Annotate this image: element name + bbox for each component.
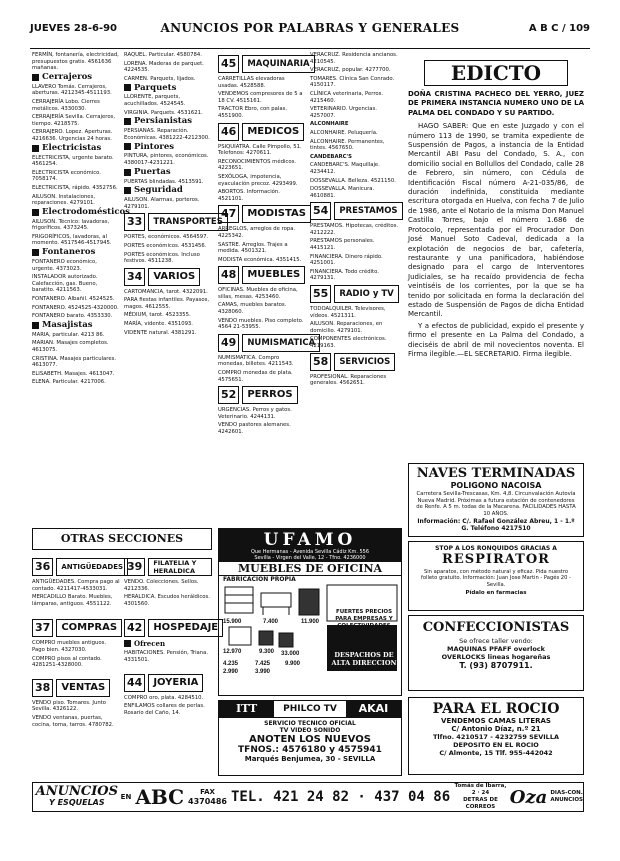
section-box <box>218 266 306 284</box>
ufamo-banner-top <box>219 529 401 562</box>
section-box <box>124 213 223 231</box>
classified-ad: CARTOMANCIA, tarot. 4322091. <box>124 288 208 295</box>
brand-philco: PHILCO TV <box>283 704 337 714</box>
classified-ad: AILUSON. Técnico: lavadoras, frigoríficos. 4373245. <box>32 218 110 232</box>
classified-ad: TODOALQUILER. Televisores, vídeos. 4521311. <box>310 306 386 319</box>
price-label: 7.425 <box>255 661 271 667</box>
classified-ad: VENDEMOS compresores de 5 a 18 CV. 4515161. <box>218 91 303 104</box>
section-title: VARIOS <box>148 268 200 286</box>
classified-ad: AILUSON. Reparaciones, en domicilio. 4279101. <box>310 321 383 334</box>
column-3 <box>218 52 316 522</box>
section-title: MAQUINARIA <box>242 55 314 73</box>
classified-ad: PORTES económicos. 4531456. <box>124 242 207 249</box>
section-title: FILATELIA Y HERALDICA <box>148 558 212 576</box>
desk-drawing <box>261 593 291 607</box>
classified-ad: ALCONHAIRE <box>310 121 349 128</box>
classified-ad: VERACRUZ. Residencia ancianos. 4210545. <box>310 52 398 65</box>
rocio-line: Tlfno. 4210517 - 4232759 SEVILLA <box>432 733 559 741</box>
header-date: JUEVES 28-6-90 <box>30 23 118 34</box>
classified-ad: AILUSON. Instalaciones, reparaciones. 4279101. <box>32 193 96 207</box>
otras-column-right <box>124 555 219 780</box>
classified-ad: PROFESIONAL. Reparaciones generales. 4562651. <box>310 373 387 387</box>
section-box <box>218 123 306 141</box>
section-header <box>124 187 212 194</box>
section-title: PERROS <box>242 386 297 404</box>
footer-fax-label: FAX <box>200 788 215 796</box>
respirator-brand: RESPIRATOR <box>442 552 550 567</box>
classified-ad: RAQUEL. Particular. 4580784. <box>124 52 202 58</box>
price-label: 15.900 <box>223 619 242 625</box>
naves-info: Información: C/. Rafael González Abreu, 1 - 1.º G. Teléfono 4217510 <box>417 518 575 532</box>
classified-ad: AILUSON. Alarmas, porteros. 4279101. <box>124 197 200 210</box>
rocio-title: PARA EL ROCIO <box>432 701 560 717</box>
price-label: 3.990 <box>255 669 271 675</box>
section-number: 47 <box>218 205 239 223</box>
section-title: RADIO y TV <box>334 285 398 303</box>
confeccionistas-phone: T. (93) 8707911. <box>459 661 533 670</box>
section-title: VENTAS <box>56 679 110 697</box>
price-label: 4.235 <box>223 661 239 667</box>
tv-line: TV VIDEO SONIDO <box>279 727 341 734</box>
classified-ad: ALCONHAIRE. Peluquería. <box>310 129 378 136</box>
section-header <box>124 640 212 647</box>
classified-ad: ELECTRICISTA económico. 7058174. <box>32 169 101 183</box>
section-title: Fontaneros <box>42 247 96 258</box>
rocio-line: VENDEMOS CAMAS LITERAS <box>441 717 551 725</box>
section-number: 46 <box>218 123 239 141</box>
classified-ad: COMPRO oro, plata. 4284510. <box>124 694 204 701</box>
footer-dias <box>550 790 583 804</box>
classified-ad: CERRAJERÍA Lobo. Cierres metálicos. 4330030. <box>32 98 100 112</box>
section-number: 38 <box>32 679 53 697</box>
page-header <box>30 8 590 49</box>
classified-ad: CERRAJERO. Lopez. Aperturas. 4216636. Urgencias 24 horas. <box>32 129 113 142</box>
classified-ad: PARA fiestas infantiles. Payasos, magos. 4612555. <box>124 297 210 310</box>
ufamo-muebles-banner: MUEBLES DE OFICINA <box>219 562 401 576</box>
price-label: 9.300 <box>259 649 275 655</box>
rocio-line: C/ Almonte, 15 Tlf. 955-442042 <box>439 749 553 757</box>
classified-ad: PUERTAS blindadas. 4513591. <box>124 178 204 185</box>
footer-fax-number: 4370486 <box>188 797 227 806</box>
respirator-body: Sin aparatos, con método natural y eficaz. Pida nuestro folleto gratuito. Información: Juan Jose Martin - Pagés 20 - Sevilla. <box>421 569 571 588</box>
respirator-footer: Pídalo en farmacias <box>465 590 527 597</box>
classified-ad: FINANCIERA. Dinero rápido. 4251001. <box>310 253 383 267</box>
section-title: Parquets <box>134 82 177 93</box>
naves-subtitle: POLIGONO NACOISA <box>450 481 542 490</box>
chair-drawing <box>279 633 293 647</box>
classified-ad: PINTURA, pintores, económicos. 4380017-4231221. <box>124 153 209 166</box>
edicto-body: HAGO SABER: Que en este Juzgado y con el número 113 de 1990, se tramita expediente de Suspensión de Pagos, a instancia de la Entidad Mercantil ABI Pasu del Condado, S. A., con domicilio social en Bollullos del Condado, calle 28 de Febrero, sin número, con Cédula de Identificación Fiscal número A-21-035/86, de duración indefinida, constituida mediante escritura otorgada en Huelva, con fecha 7 de Julio de 1986, ante el Notario de la misma Don Manuel Castilla Torres, bajo el número 1.686 de Protocolo, representada por el Procurador Don José Manuel Soto Cadeval, dedicada a la explotación de negocios de bar, cafetería, restaurante y una panificadora, habiéndose designado para el cargo de Interventores Judiciales, se ha recaído providencia de fecha veintiséis de los corrientes, por la que se ha tenido por solicitada en forma la declaración del estado de Suspensión de Pagos de dicha Entidad Mercantil. <box>408 122 584 319</box>
classified-ad: PSIQUIATRA. Calle Pimpollo, 51. Telefonos: 4270611. <box>218 143 302 157</box>
section-number: 37 <box>32 619 53 637</box>
price-label: 11.900 <box>301 619 320 625</box>
footer-fax <box>188 788 227 806</box>
footer-phones: TEL. 421 24 82 · 437 04 86 <box>231 789 451 805</box>
footer-anuncios-text: ANUNCIOS <box>35 784 118 799</box>
confeccionistas-line: OVERLOCKS lineas hogareñas <box>441 653 551 661</box>
edicto-closing: Y a efectos de publicidad, expido el presente y firmo el presente en La Palma del Condado, a dieciséis de abril de mil novecientos noventa. El Firma ilegible.—EL SECRETARIO. Firma ilegible. <box>408 321 584 358</box>
confeccionistas-line: MAQUINAS PFAFF overlock <box>447 645 545 653</box>
section-title: Ofrecen <box>134 638 166 648</box>
footer-banner <box>32 782 584 812</box>
header-page: A B C / 109 <box>528 23 590 34</box>
classified-ad: ALCONHAIRE. Permanentes, tintes. 4567650. <box>310 138 385 152</box>
classified-ad: VENDO muebles. Piso completo. 4564 21-53955. <box>218 317 304 331</box>
section-number: 42 <box>124 619 145 637</box>
naves-ad <box>408 463 584 537</box>
otras-secciones-title: OTRAS SECCIONES <box>32 528 212 550</box>
section-title: Masajistas <box>42 320 93 331</box>
section-box <box>124 268 212 286</box>
section-header <box>32 249 120 256</box>
section-number: 48 <box>218 266 239 284</box>
section-title: PRESTAMOS <box>334 202 402 220</box>
ufamo-entrega: Entrega inmediata <box>338 681 390 687</box>
section-header <box>124 143 212 150</box>
footer-anuncios <box>33 786 121 808</box>
classified-ad: URGENCIAS. Perros y gatos. Veterinario. 4244131. <box>218 407 292 420</box>
section-box <box>310 202 398 220</box>
section-box <box>310 353 398 371</box>
section-number: 33 <box>124 213 145 231</box>
classified-ad: CERRAJERÍA Sevilla. Cerrajeros, tiempo. 4218575. <box>32 114 115 127</box>
price-label: 7.400 <box>263 619 279 625</box>
section-header <box>32 71 120 82</box>
header-title: ANUNCIOS POR PALABRAS Y GENERALES <box>160 21 460 35</box>
confeccionistas-title: CONFECCIONISTAS <box>422 620 570 635</box>
edicto-notice <box>408 60 584 460</box>
classified-ad: PRESTAMOS personales. 4415121. <box>310 238 375 252</box>
ufamo-promo: FUERTES PRECIOS PARA EMPRESAS Y COLECTIVIDADES <box>335 609 393 629</box>
footer-address-line: DETRAS DE CORREOS <box>463 797 498 810</box>
section-title: Seguridad <box>134 185 183 196</box>
ufamo-fab: FABRICACION PROPIA <box>223 576 296 583</box>
section-box <box>310 285 398 303</box>
classified-ad: PORTES, económicos. 4564597. <box>124 234 209 241</box>
ufamo-ad <box>218 528 402 696</box>
chair-drawing <box>299 589 319 615</box>
footer-en: EN <box>120 793 132 801</box>
classified-ad: COMPRO muebles antiguos. Pago bien. 4327030. <box>32 640 107 653</box>
classified-ad: ELECTRICISTA, rápido. 4352756. <box>32 184 118 191</box>
classified-ad: VENDO. Colecciones. Sellos. 4212336. <box>124 579 199 592</box>
edicto-lead: DOÑA CRISTINA PACHECO DEL YERRO, JUEZ DE PRIMERA INSTANCIA NUMERO UNO DE LA PALMA DEL CONDADO Y SU PARTIDO. <box>408 90 584 117</box>
classified-ad: VIDENTE natural. 4381291. <box>124 329 197 336</box>
respirator-title: STOP A LOS RONQUIDOS GRACIAS A <box>435 545 557 552</box>
section-box <box>32 619 120 637</box>
confeccionistas-ad <box>408 615 584 691</box>
classified-ad: LLAVERO Tomás. Cerrajeros, aberturas. 4212345-4511193. <box>32 83 112 97</box>
cabinet-drawing <box>225 587 253 613</box>
section-title: JOYERIA <box>148 674 203 692</box>
section-title: Cerrajeros <box>42 71 93 82</box>
column-2 <box>124 52 223 520</box>
confeccionistas-line: Se ofrece taller vendo: <box>459 637 533 645</box>
section-header <box>32 206 130 217</box>
classified-ad: TOMARES. Clínica San Conrado. 4150117. <box>310 75 395 89</box>
ufamo-despachos: DESPACHOS DE ALTA DIRECCION <box>331 651 397 667</box>
section-title: NUMISMATICA <box>242 334 320 352</box>
classified-ad: CANDEBARC'S <box>310 153 352 160</box>
brand-akai: AKAI <box>346 701 401 717</box>
section-box <box>32 679 120 697</box>
section-title: Puertas <box>134 166 171 177</box>
section-box <box>124 674 212 692</box>
classified-ad: ARREGLOS, arreglos de ropa. 4225342. <box>218 226 296 239</box>
section-number: 39 <box>124 558 145 576</box>
section-header <box>124 84 212 91</box>
price-label: 9.900 <box>285 661 301 667</box>
footer-address <box>454 783 507 811</box>
tv-service-ad <box>218 700 402 776</box>
section-number: 58 <box>310 353 331 371</box>
classified-ad: LORENA. Maderas de parquet. 4224535. <box>124 60 204 74</box>
section-title: Pintores <box>134 141 175 152</box>
classified-ad: VERACRUZ, popular. 4277700. <box>310 67 391 74</box>
classified-ad: VETERINARIO. Urgencias. 4257007. <box>310 106 377 119</box>
section-box <box>218 55 310 73</box>
section-title: TRANSPORTES <box>148 213 228 231</box>
classified-ad: FONTANERO. Albañil. 4524525. <box>32 296 115 303</box>
tv-phones: TFNOS.: 4576180 y 4575941 <box>238 745 382 755</box>
ufamo-title: UFAMO <box>263 530 357 550</box>
section-title: Persianistas <box>134 116 192 127</box>
tv-line: ANOTEN LOS NUEVOS <box>249 734 371 745</box>
classified-ad: FRIGORÍFICOS, lavadoras, al momento. 4517546-4517945. <box>32 233 112 247</box>
classified-ad: PORTES económicos. Incluso festivos. 4511238. <box>124 251 200 265</box>
classified-ad: MERCADILLO Barato. Muebles, lámparas, antiguos. 4551122. <box>32 594 113 607</box>
classified-ad: CLÍNICA veterinaria, Perros. 4215460. <box>310 90 384 104</box>
classified-ad: ABORTOS. Información. 4521101. <box>218 189 280 202</box>
classified-ad: VENDO ventanas, puertas, cocina, toma, tarros. 4780782. <box>32 714 114 728</box>
classified-ad: CARRETILLAS elevadoras usadas. 4528588. <box>218 76 285 89</box>
section-number: 44 <box>124 674 145 692</box>
classified-ad: COMPRO pisos al contado. 4281251-4328000. <box>32 655 102 669</box>
classified-ad: HERALDICA. Escudos heráldicos. 4301560. <box>124 594 210 607</box>
classified-ad: PERSIANAS. Reparación. Económicas. 4381222-4212300. <box>124 128 210 141</box>
classified-ad: ANTIGÜEDADES. Compra pago al contado. 4211417-4533031. <box>32 579 120 592</box>
section-header <box>124 118 212 125</box>
tv-address: Marqués Benjumea, 30 - SEVILLA <box>244 755 376 763</box>
classified-ad: DOSSEVALLA. Belleza. 4521150. <box>310 177 396 184</box>
classified-ad: FINANCIERA. Todo crédito. 4279131. <box>310 268 379 282</box>
classified-ad: SASTRE. Arreglos. Trajes a medida. 4501321. <box>218 241 288 255</box>
respirator-ad <box>408 541 584 611</box>
classified-ad: COMPONENTES electrónicos. 4219163. <box>310 336 387 349</box>
otras-column-left <box>32 555 124 780</box>
footer-esquelas-text: Y ESQUELAS <box>49 798 105 807</box>
chair-drawing <box>259 631 273 645</box>
section-title: HOSPEDAJE <box>148 619 223 637</box>
section-box <box>218 334 316 352</box>
file-drawing <box>229 627 251 645</box>
classified-ad: CANDEBARC'S. Maquillaje. 4234412. <box>310 162 380 175</box>
classified-ad: ELENA. Particular. 4217006. <box>32 379 106 386</box>
classified-ad: MARIAN. Masajes completos. 4613075. <box>32 340 109 353</box>
ufamo-address: Que Hermanas - Avenida Sevilla Cádiz Km. 556 <box>250 549 370 555</box>
ufamo-address: Sevilla - Virgen del Valle, 12 - Tfno. 4236000 <box>254 555 366 561</box>
section-title: MEDICOS <box>242 123 304 141</box>
price-label: 33.000 <box>281 651 300 657</box>
naves-body: Carretera Sevilla-Trescasas, Km. 4,8. Circunvalación Autovía Nueva Madrid. Próximas a futura estación de contenedores de Renfe. A 5 m. todas de la Macarena. FACILIDADES HASTA 10 AÑOS. <box>416 491 576 517</box>
section-header <box>32 322 120 329</box>
rocio-line: C/ Antonio Díaz, n.º 21 <box>451 725 541 733</box>
section-box <box>124 558 212 576</box>
section-box <box>124 619 219 637</box>
classified-ad: MARÍA, vidente. 4351093. <box>124 321 193 328</box>
section-title: Electrodomésticos <box>42 206 130 217</box>
section-title: COMPRAS <box>56 619 122 637</box>
tv-brands <box>219 701 401 718</box>
section-number: 49 <box>218 334 239 352</box>
footer-dias-line: DIAS-CON. <box>550 790 583 796</box>
classified-ad: VIRGINIA. Parquets. 4531621. <box>124 109 203 116</box>
classified-ad: ENFILAMOS collares de perlas. Rosario del Caño, 14. <box>124 703 205 716</box>
section-number: 52 <box>218 386 239 404</box>
classified-ad: DOSSEVALLA. Manicura. 4610881. <box>310 186 375 199</box>
price-label: 2.990 <box>223 669 239 675</box>
price-label: 12.970 <box>223 649 242 655</box>
edicto-title: EDICTO <box>424 60 568 86</box>
section-header <box>124 166 212 177</box>
section-box <box>32 558 124 576</box>
classified-ad: ELISABETH. Masajes. 4613047. <box>32 370 115 377</box>
footer-abc-logo: ABC <box>135 785 185 809</box>
tv-line: SERVICIO TECNICO OFICIAL <box>264 720 356 727</box>
classified-ad: NUMISMATICA. Compro monedas, billetes. 4211543. <box>218 354 294 368</box>
section-number: 54 <box>310 202 331 220</box>
rocio-line: DEPOSITO EN EL ROCIO <box>453 741 539 749</box>
footer-dias-line: ANUNCIOS <box>550 797 583 803</box>
section-title: MUEBLES <box>242 266 305 284</box>
classified-ad: VENDO piso. Tomares. Junto Sevilla. 4326122. <box>32 699 106 713</box>
classified-ad: MARIA, particular. 4213 86. <box>32 331 105 338</box>
classified-ad: FERMÍN, fontanería, electricidad, presupuestos gratis. 4561636 mañanas. <box>32 52 119 72</box>
section-number: 55 <box>310 285 331 303</box>
classified-ad: OFICINAS. Muebles de oficina, sillas, mesas. 4253460. <box>218 287 298 300</box>
section-title: ANTIGÜEDADES <box>56 558 128 576</box>
column-1 <box>32 52 130 520</box>
classified-ad: HABITACIONES. Pensión, Triana. 4331501. <box>124 650 209 663</box>
classified-ad: SEXÓLOGA, impotencia, eyaculación precoz. 4293499. <box>218 173 298 187</box>
classified-ad: FONTANERO. 4524525-4320000. <box>32 304 119 311</box>
classified-ad: TRACTOR Ebro, con palas. 4551900. <box>218 106 288 119</box>
column-4 <box>310 52 398 522</box>
section-number: 36 <box>32 558 53 576</box>
classified-ad: LLORENTE, parquets, acuchillados. 4524545. <box>124 94 186 107</box>
classified-ad: VENDO pastores alemanes. 4242601. <box>218 422 291 435</box>
classified-ad: MÉDIUM, tarot. 4523355. <box>124 312 191 319</box>
section-box <box>218 205 306 223</box>
section-title: MODISTAS <box>242 205 311 223</box>
section-title: SERVICIOS <box>334 353 395 371</box>
classified-ad: FONTANERO barato. 4353330. <box>32 313 113 320</box>
section-title: Electricistas <box>42 142 102 153</box>
classified-ad: RECONOCIMIENTOS médicos. 4223651. <box>218 158 297 172</box>
classified-ad: PRESTAMOS. Hipotecas, créditos. 4212222. <box>310 223 399 236</box>
section-number: 45 <box>218 55 239 73</box>
naves-title: NAVES TERMINADAS <box>416 466 576 481</box>
section-box <box>218 386 306 404</box>
classified-ad: COMPRO monedas de plata. 4575651. <box>218 370 293 383</box>
section-header <box>32 142 120 153</box>
classified-ad: CARMEN. Parquets, lijados. <box>124 75 196 82</box>
footer-oza-logo: Oza <box>509 786 548 808</box>
classified-ad: FONTANERO económico, urgente. 4373023. <box>32 259 97 272</box>
classified-ad: CRISTINA. Masajes particulares. 4613077. <box>32 355 117 369</box>
rocio-ad <box>408 697 584 775</box>
footer-address-line: Tomás de Ibarra, 2 · 24 <box>454 783 507 796</box>
classified-ad: INSTALADOR autorizado. Calefacción, gas. Bueno, baratito. 4211563. <box>32 274 98 294</box>
classified-ad: ELECTRICISTA, urgente barato. 4561254. <box>32 154 114 168</box>
section-number: 34 <box>124 268 145 286</box>
classified-ad: CAMAS, muebles baratos. 4328060. <box>218 302 287 316</box>
brand-itt: ITT <box>219 701 274 717</box>
classified-ad: MODISTA económica. 4351415. <box>218 256 302 263</box>
